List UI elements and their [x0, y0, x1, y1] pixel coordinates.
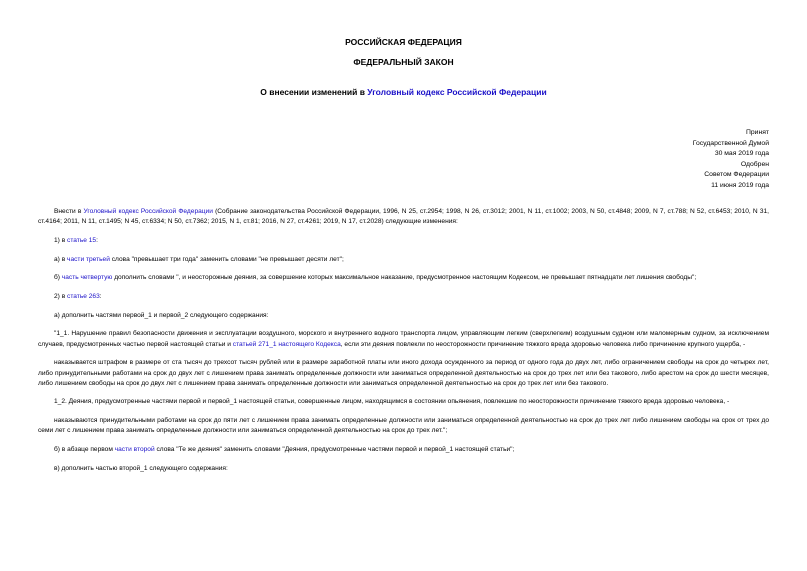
- item-2c: в) дополнить частью второй_1 следующего содержания:: [54, 464, 228, 472]
- item-2b-text-end: слова "Те же деяния" заменить словами "Деяния, предусмотренные частями первой и первой_1 настоящей статьи";: [154, 446, 515, 454]
- adoption-line: Одобрен: [740, 160, 769, 168]
- adoption-line: Государственной Думой: [692, 139, 769, 147]
- quote-1-1-text: "1_1. Нарушение правил безопасности движения и эксплуатации воздушного, морского и внутреннего водного транспорта лицом, управляющим легким (сверхлегким) воздушным судном или маломерным судном, за исключением случаев, предусмотренных частью первой настоящей статьи и: [38, 330, 769, 348]
- item-1a: [38, 255, 769, 265]
- item-2-text-end: :: [99, 293, 102, 301]
- intro-text-rest: (Собрание законодательства Российской Федерации, 1996, N 25, ст.2954; 1998, N 26, ст.3012; 2001, N 11, ст.1002; 2003, N 50, ст.4848; 2009, N 7, ст.788; N 52, ст.6453; 2010, N 31, ст.4164; 2011, N 11, ст.1495; N 45, ст.6334; N 50, ст.7362; 2015, N 1, ст.81; 2016, N 27, ст.4261; 2019, N 17, ст.2028) следующие изменения:: [38, 208, 769, 226]
- article-263-link[interactable]: статье 263: [67, 293, 100, 301]
- item-1b-text: б): [54, 274, 62, 282]
- law-title-prefix: О внесении изменений в: [260, 87, 368, 97]
- item-1-text: 1) в: [54, 236, 68, 244]
- part-three-link[interactable]: части третьей: [67, 255, 110, 263]
- criminal-code-link[interactable]: Уголовный кодекс Российской Федерации: [367, 87, 547, 97]
- item-1: [38, 236, 769, 246]
- law-body: [38, 207, 769, 474]
- quote-1-1-text-end: , если эти деяния повлекли по неосторожности причинение тяжкого вреда здоровью человека либо причинение крупного ущерба, -: [340, 340, 746, 348]
- adoption-line: Принят: [745, 129, 769, 136]
- item-2a: а) дополнить частями первой_1 и первой_2 следующего содержания:: [54, 311, 269, 319]
- item-1b: [38, 273, 769, 283]
- article-271-1-link[interactable]: статьей 271_1 настоящего Кодекса: [232, 340, 341, 348]
- criminal-code-body-link[interactable]: Уголовный кодекс Российской Федерации: [83, 208, 213, 215]
- article-15-link[interactable]: статье 15: [67, 236, 97, 244]
- adoption-line: 30 мая 2019 года: [714, 150, 769, 157]
- intro-paragraph: [38, 207, 769, 227]
- law-title: [0, 87, 807, 97]
- adoption-line: Советом Федерации: [704, 171, 769, 178]
- intro-text: Внести в: [54, 208, 84, 215]
- part-two-link[interactable]: части второй: [114, 446, 155, 454]
- item-1a-text: а) в: [54, 255, 68, 263]
- item-2b: [38, 445, 769, 455]
- adoption-line: 11 июня 2019 года: [711, 181, 769, 189]
- item-1b-text-end: дополнить словами ", и неосторожные деяния, за совершение которых максимальное наказание, предусмотренное настоящим Кодексом, не превышает пятнадцати лет лишения свободы";: [112, 274, 697, 282]
- quote-1-1-penalty: наказывается штрафом в размере от ста тысяч до трехсот тысяч рублей или в размере заработной платы или иного дохода осужденного за период от одного года до двух лет, либо ограничением свободы на срок до четырех лет, либо принудительными работами на срок до двух лет с лишением права занимать определенные должности или заниматься определенной деятельностью на срок до трех лет или без такового, либо арестом на срок до шести месяцев, либо лишением свободы на срок до двух лет с лишением права занимать определенные должности или заниматься определенной деятельностью на срок до трех лет или без такового.: [38, 359, 769, 387]
- item-2b-text: б) в абзаце первом: [54, 446, 115, 454]
- item-1a-text-end: слова "превышает три года" заменить словами "не превышает десяти лет";: [109, 255, 344, 263]
- country-heading: РОССИЙСКАЯ ФЕДЕРАЦИЯ: [345, 37, 462, 47]
- item-2-text: 2) в: [54, 293, 68, 301]
- quote-1-2: 1_2. Деяния, предусмотренные частями первой и первой_1 настоящей статьи, совершенные лицом, находящимся в состоянии опьянения, повлекшие по неосторожности причинение тяжкого вреда здоровью человека, -: [54, 398, 730, 406]
- adoption-block: [609, 128, 769, 191]
- quote-1-1: [38, 329, 769, 349]
- law-type-heading: ФЕДЕРАЛЬНЫЙ ЗАКОН: [353, 57, 454, 67]
- quote-1-2-penalty: наказываются принудительными работами на срок до пяти лет с лишением права занимать определенные должности или заниматься определенной деятельностью на срок до трех лет либо лишением свободы на срок от трех до семи лет с лишением права занимать определенные должности или заниматься определенной деятельностью на срок до трех лет.";: [38, 417, 769, 435]
- item-1-text-end: :: [96, 236, 98, 244]
- item-2: [38, 292, 769, 302]
- part-four-link[interactable]: часть четвертую: [61, 274, 113, 282]
